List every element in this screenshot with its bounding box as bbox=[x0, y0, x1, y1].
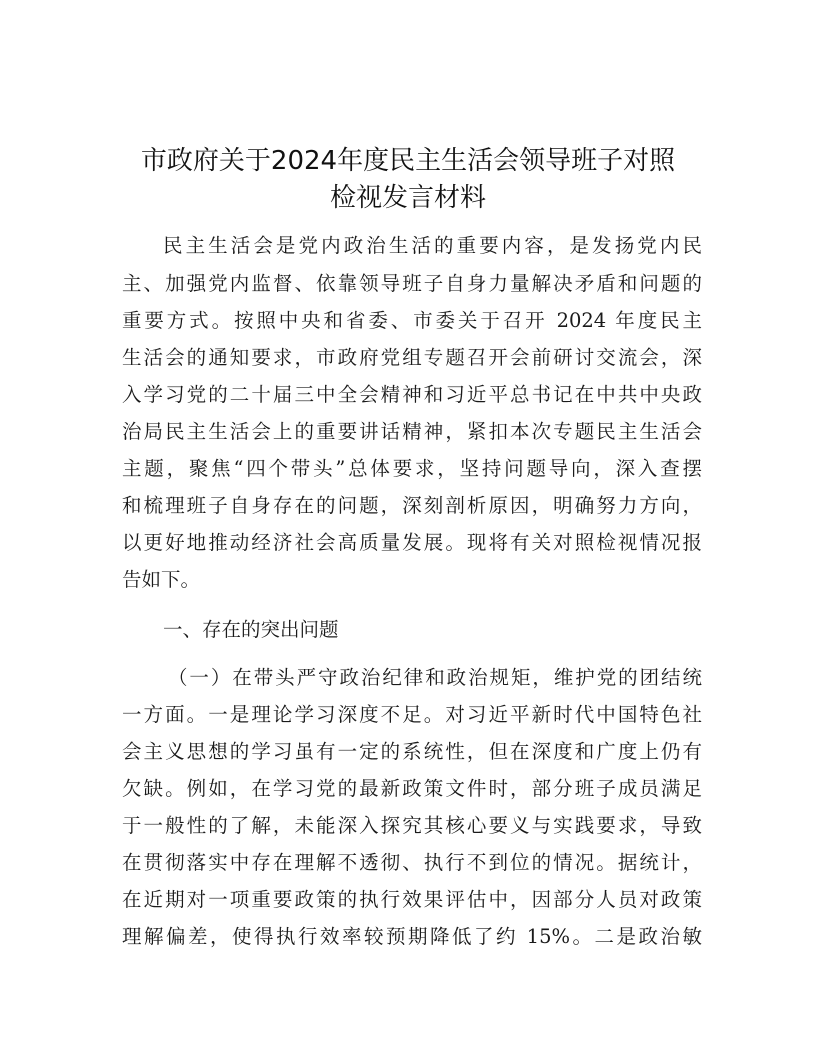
paragraph-1-line-7: 主题，聚焦“四个带头”总体要求，坚持问题导向，深入查摆 bbox=[122, 457, 702, 480]
paragraph-1-line-3: 重要方式。按照中央和省委、市委关于召开 2024 年度民主 bbox=[122, 309, 702, 332]
paragraph-1-line-8: 和梳理班子自身存在的问题，深刻剖析原因，明确努力方向， bbox=[122, 494, 702, 517]
document-title-line-2: 检视发言材料 bbox=[329, 183, 486, 213]
document-title-line-1: 市政府关于2024年度民主生活会领导班子对照 bbox=[140, 146, 676, 176]
paragraph-1-line-6: 治局民主生活会上的重要讲话精神，紧扣本次专题民主生活会 bbox=[122, 420, 702, 443]
paragraph-1-line-2: 主、加强党内监督、依靠领导班子自身力量解决矛盾和问题的 bbox=[122, 272, 702, 295]
paragraph-2-line-7: 在近期对一项重要政策的执行效果评估中，因部分人员对政策 bbox=[122, 888, 702, 911]
section-1-heading: 一、存在的突出问题 bbox=[163, 618, 339, 641]
paragraph-1-line-1: 民主生活会是党内政治生活的重要内容，是发扬党内民 bbox=[163, 234, 702, 257]
paragraph-2-line-4: 欠缺。例如，在学习党的最新政策文件时，部分班子成员满足 bbox=[122, 777, 702, 800]
paragraph-2-line-6: 在贯彻落实中存在理解不透彻、执行不到位的情况。据统计， bbox=[122, 851, 702, 874]
paragraph-1-line-9: 以更好地推动经济社会高质量发展。现将有关对照检视情况报 bbox=[122, 531, 702, 554]
paragraph-2-line-1: （一）在带头严守政治纪律和政治规矩，维护党的团结统 bbox=[168, 666, 702, 689]
paragraph-2-line-2: 一方面。一是理论学习深度不足。对习近平新时代中国特色社 bbox=[122, 703, 702, 726]
paragraph-2-line-5: 于一般性的了解，未能深入探究其核心要义与实践要求，导致 bbox=[122, 814, 702, 837]
paragraph-2-line-3: 会主义思想的学习虽有一定的系统性，但在深度和广度上仍有 bbox=[122, 740, 702, 763]
paragraph-1-line-5: 入学习党的二十届三中全会精神和习近平总书记在中共中央政 bbox=[122, 383, 702, 406]
paragraph-2-line-8: 理解偏差，使得执行效率较预期降低了约 15%。二是政治敏 bbox=[122, 925, 702, 948]
paragraph-1-line-4: 生活会的通知要求，市政府党组专题召开会前研讨交流会，深 bbox=[122, 346, 702, 369]
paragraph-1-line-10: 告如下。 bbox=[122, 568, 201, 591]
